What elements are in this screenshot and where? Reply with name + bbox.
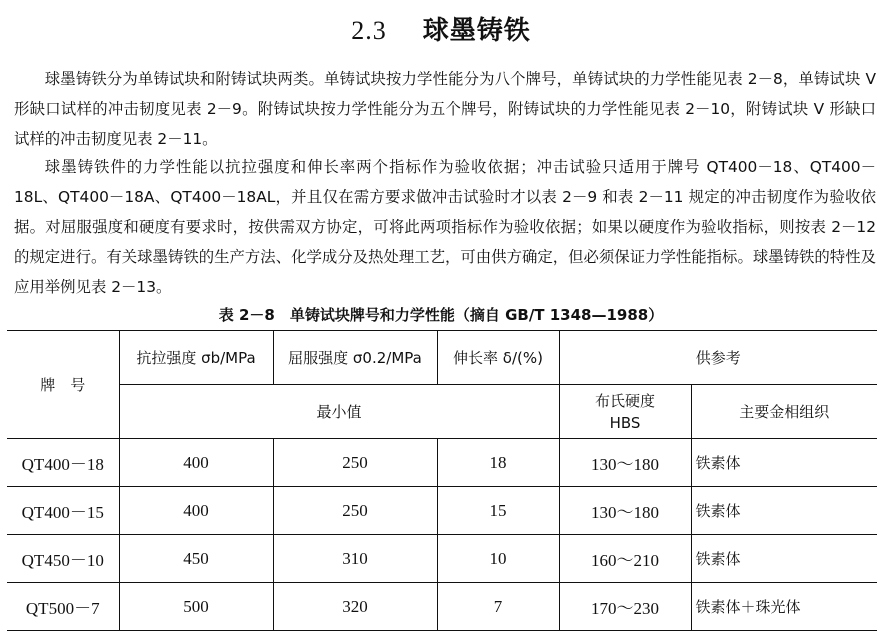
- header-yield: 屈服强度 σ0.2/MPa: [273, 331, 437, 385]
- cell-microstructure: 铁素体: [691, 535, 877, 583]
- section-title: 球墨铸铁: [422, 16, 531, 46]
- header-hardness-line2: HBS: [609, 413, 641, 432]
- cell-yield: 250: [273, 487, 437, 535]
- cell-microstructure: 铁素体: [691, 487, 877, 535]
- cell-yield: 250: [273, 439, 437, 487]
- cell-tensile: 400: [119, 439, 273, 487]
- section-heading: [0, 10, 882, 47]
- cell-grade: QT400－18: [7, 439, 119, 487]
- section-number: 2.3: [351, 16, 387, 45]
- table-row: [7, 487, 877, 535]
- header-minimum: 最小值: [119, 385, 559, 439]
- cell-elongation: 18: [437, 439, 559, 487]
- table-caption: 表 2－8 单铸试块牌号和力学性能（摘自 GB/T 1348—1988）: [218, 306, 664, 324]
- grade-properties-table: [7, 330, 877, 631]
- table-subheader-row: [7, 385, 877, 439]
- header-hardness-line1: 布氏硬度: [594, 391, 655, 410]
- cell-tensile: 400: [119, 487, 273, 535]
- cell-hardness: 160～210: [559, 535, 691, 583]
- cell-microstructure: 铁素体: [691, 439, 877, 487]
- paragraph-1: 球墨铸铁分为单铸试块和附铸试块两类。单铸试块按力学性能分为八个牌号，单铸试块的力学性能见表 2－8，单铸试块 V 形缺口试样的冲击韧度见表 2－9。附铸试块按力学性能分为五个牌号，附铸试块的力学性能见表 2－10，附铸试块 V 形缺口试样的冲击韧度见表 2－11。: [14, 70, 876, 148]
- table-row: [7, 535, 877, 583]
- cell-grade: QT500－7: [7, 583, 119, 631]
- cell-hardness: 130～180: [559, 487, 691, 535]
- paragraph-2: 球墨铸铁件的力学性能以抗拉强度和伸长率两个指标作为验收依据；冲击试验只适用于牌号 QT400－18、QT400－18L、QT400－18A、QT400－18AL，并且仅在需方要求做冲击试验时才以表 2－9 和表 2－11 规定的冲击韧度作为验收依据。对屈服强度和硬度有要求时，按供需双方协定，可将此两项指标作为验收依据；如果以硬度作为验收指标，则按表 2－12 的规定进行。有关球墨铸铁的生产方法、化学成分及热处理工艺，可由供方确定，但必须保证力学性能指标。球墨铸铁的特性及应用举例见表 2－13。: [14, 158, 876, 296]
- cell-tensile: 450: [119, 535, 273, 583]
- header-grade: 牌 号: [7, 331, 119, 439]
- header-microstructure: 主要金相组织: [691, 385, 877, 439]
- cell-elongation: 7: [437, 583, 559, 631]
- header-hardness: [559, 385, 691, 439]
- cell-tensile: 500: [119, 583, 273, 631]
- header-reference: 供参考: [559, 331, 877, 385]
- table-row: [7, 439, 877, 487]
- cell-grade: QT450－10: [7, 535, 119, 583]
- header-elongation: 伸长率 δ/(%): [437, 331, 559, 385]
- table-header-row: [7, 331, 877, 385]
- cell-microstructure: 铁素体＋珠光体: [691, 583, 877, 631]
- cell-hardness: 170～230: [559, 583, 691, 631]
- cell-elongation: 10: [437, 535, 559, 583]
- cell-grade: QT400－15: [7, 487, 119, 535]
- cell-hardness: 130～180: [559, 439, 691, 487]
- header-tensile: 抗拉强度 σb/MPa: [119, 331, 273, 385]
- cell-elongation: 15: [437, 487, 559, 535]
- cell-yield: 320: [273, 583, 437, 631]
- table-row: [7, 583, 877, 631]
- cell-yield: 310: [273, 535, 437, 583]
